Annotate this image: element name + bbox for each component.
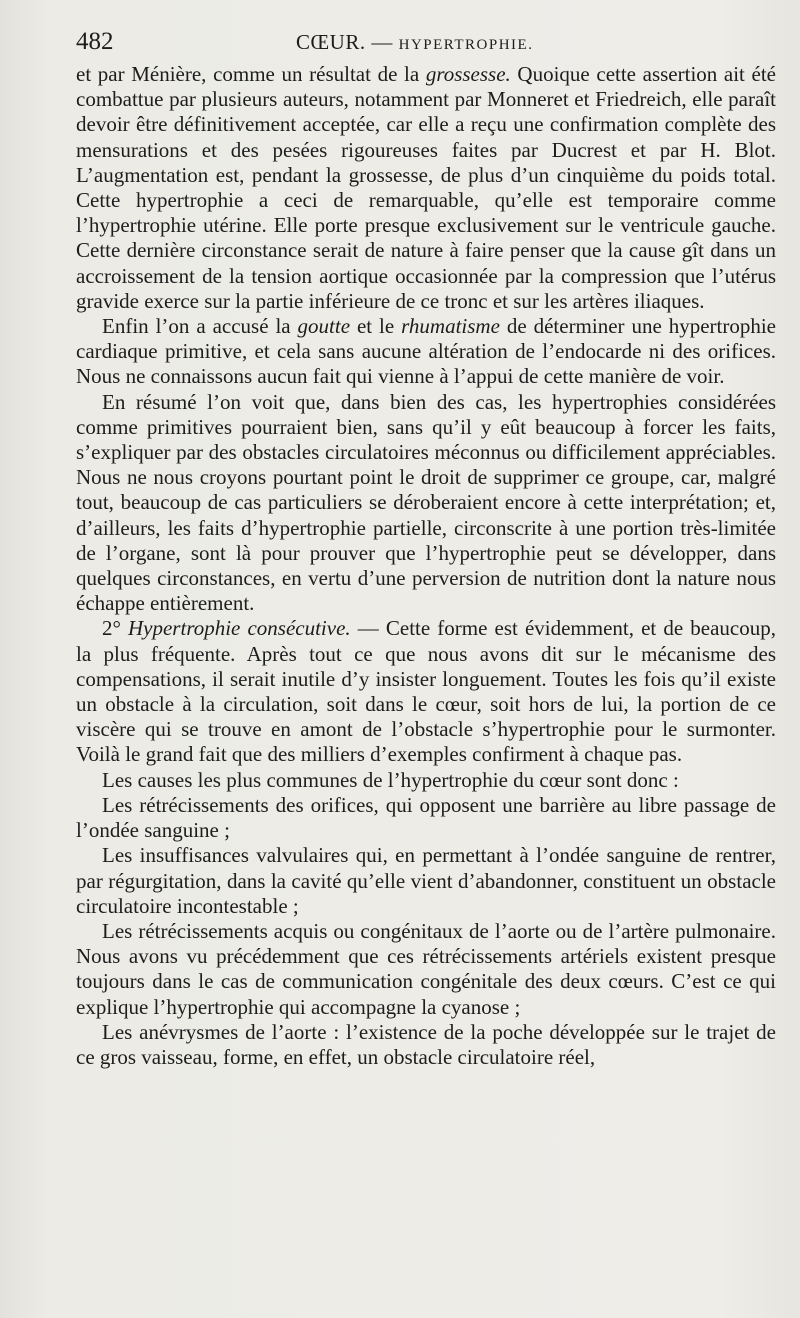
- running-title-main: CŒUR.: [296, 30, 366, 54]
- text-run: Les anévrysmes de l’aorte : l’existence de la poche développée sur le trajet de ce gros vaisseau, forme, en effet, un obstacle circulatoire réel,: [76, 1019, 776, 1069]
- text-run: — Cette forme est évidemment, et de beaucoup, la plus fréquente. Après tout ce que nous avons dit sur le mécanisme des compensations, il serait inutile d’y insister longuement. Toutes les fois qu’il existe un obstacle à la circulation, soit dans le cœur, soit hors de lui, la portion de ce viscère qui se trouve en amont de l’obstacle s’hypertrophie pour le surmonter. Voilà le grand fait que des milliers d’exemples confirment à chaque pas.: [76, 616, 776, 767]
- text-run: Les rétrécissements acquis ou congénitaux de l’aorte ou de l’artère pulmonaire. Nous avons vu précédemment que ces rétrécissements artériels existent presque toujours dans le cas de communication congénitale des deux cœurs. C’est ce qui explique l’hypertrophie qui accompagne la cyanose ;: [76, 918, 776, 1019]
- text-run: 2°: [102, 616, 128, 641]
- page-number: 482: [76, 28, 114, 55]
- running-title-section: HYPERTROPHIE.: [398, 37, 534, 53]
- body-text: [76, 62, 776, 1070]
- paragraph: [76, 919, 776, 1020]
- paragraph: [76, 390, 776, 617]
- italic-text: Hypertrophie consécutive.: [128, 616, 351, 641]
- paragraph: [76, 843, 776, 919]
- text-run: et par Ménière, comme un résultat de la: [76, 62, 426, 86]
- text-run: Les rétrécissements des orifices, qui opposent une barrière au libre passage de l’ondée sanguine ;: [76, 792, 776, 843]
- italic-text: goutte: [297, 314, 351, 339]
- paragraph: [76, 1020, 776, 1070]
- text-run: Quoique cette assertion ait été combattue par plusieurs auteurs, notamment par Monneret et Friedreich, elle paraît devoir être définitivement acceptée, car elle a reçu une confirmation complète des mensurations et des pesées rigoureuses faites par Ducrest et par H. Blot. L’augmentation est, pendant la grossesse, de plus d’un cinquième du poids total. Cette hypertrophie a ceci de remarquable, qu’elle est temporaire comme l’hypertrophie utérine. Elle porte presque exclusivement sur le ventricule gauche. Cette dernière circonstance serait de nature à faire penser que la cause gît dans un accroissement de la tension aortique occasionnée par la compression que l’utérus gravide exerce sur la partie inférieure de ce tronc et sur les artères iliaques.: [76, 62, 777, 313]
- running-title-dash: —: [371, 30, 393, 54]
- italic-text: grossesse.: [425, 62, 511, 86]
- text-run: Les insuffisances valvulaires qui, en permettant à l’ondée sanguine de rentrer, par régurgitation, dans la cavité qu’elle vient d’abandonner, constituent un obstacle circulatoire incontestable ;: [76, 843, 776, 918]
- text-run: de déterminer une hypertrophie cardiaque primitive, et cela sans aucune altération de l’endocarde ni des orifices. Nous ne connaissons aucun fait qui vienne à l’appui de cette manière de voir.: [76, 314, 777, 389]
- paragraph: [76, 314, 776, 390]
- text-run: Les causes les plus communes de l’hypertrophie du cœur sont donc :: [102, 767, 679, 792]
- paragraph: [76, 62, 776, 314]
- text-run: et le: [350, 314, 402, 339]
- paragraph: [76, 768, 776, 793]
- text-run: Enfin l’on a accusé la: [102, 314, 298, 339]
- text-run: En résumé l’on voit que, dans bien des cas, les hypertrophies considérées comme primitives pourraient bien, sans qu’il y eût beaucoup à forcer les faits, s’expliquer par des obstacles circulatoires méconnus ou difficilement appréciables. Nous ne nous croyons pourtant point le droit de supprimer ce groupe, car, malgré tout, beaucoup de cas particuliers se déroberaient encore à cette interprétation; et, d’ailleurs, les faits d’hypertrophie partielle, circonscrite à une portion très-limitée de l’organe, sont là pour prouver que l’hypertrophie peut se développer, dans quelques circonstances, en vertu d’une perversion de nutrition dont la nature nous échappe entièrement.: [76, 389, 776, 616]
- page-header: [76, 28, 776, 62]
- paragraph: [76, 616, 776, 767]
- running-title: [296, 30, 533, 55]
- italic-text: rhumatisme: [401, 314, 500, 339]
- paragraph: [76, 793, 776, 843]
